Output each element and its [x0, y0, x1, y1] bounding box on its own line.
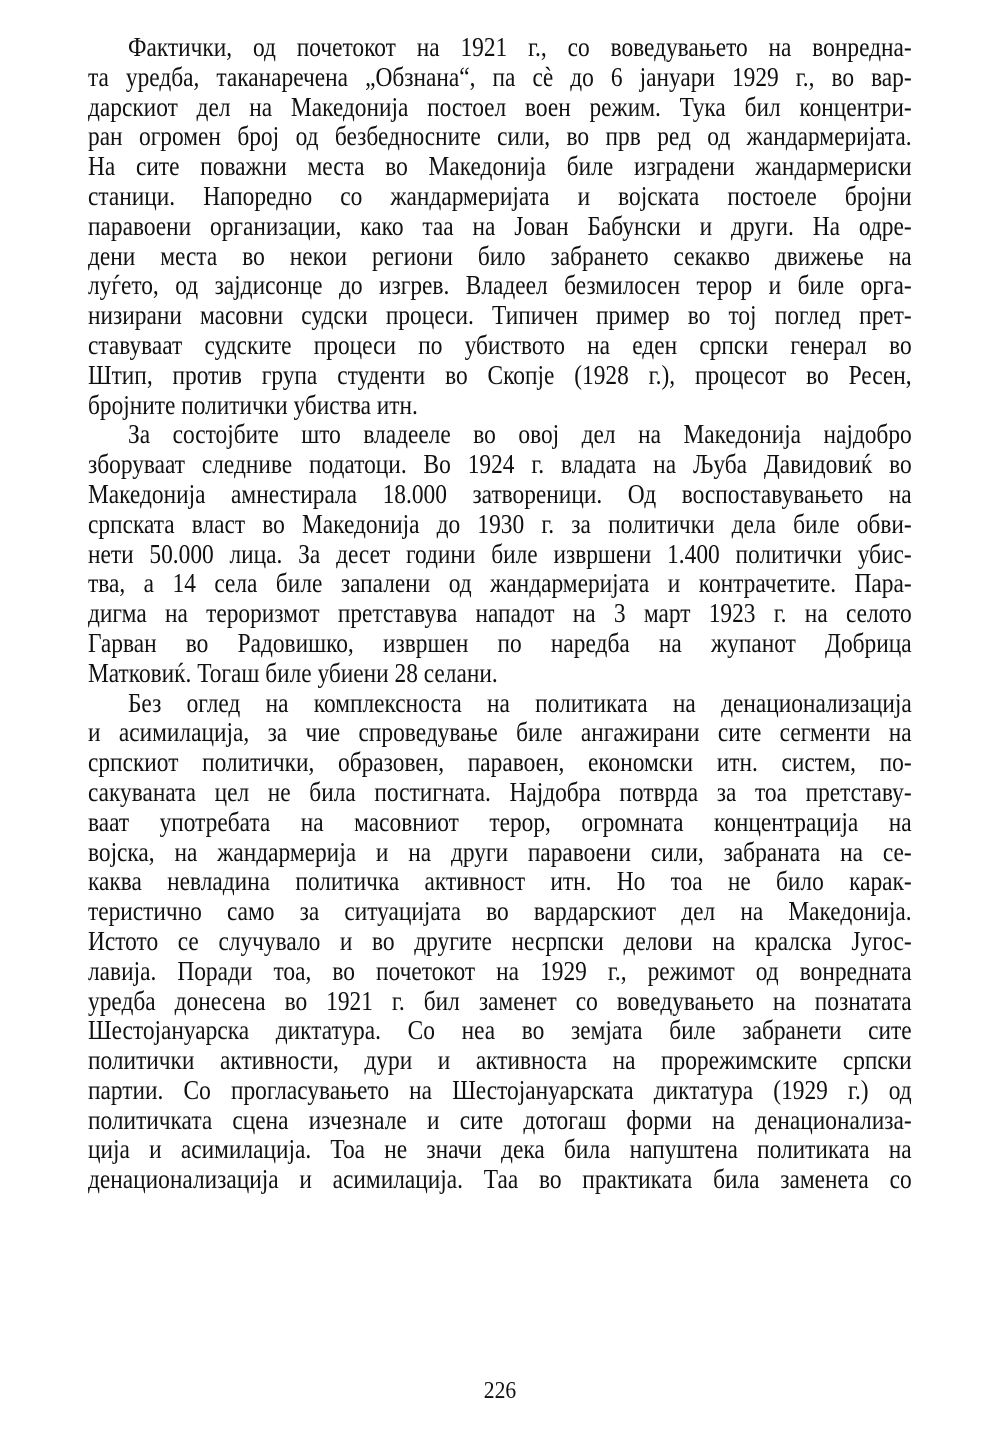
text-line-content: српската власт во Македонија до 1930 г. за политички дела биле обви-: [88, 507, 912, 539]
text-line-content: Фактички, од почетокот на 1921 г., со воведувањето на вонредна-: [128, 31, 912, 62]
text-line: [88, 509, 912, 539]
text-line-content: та уредба, таканаречена „Обзнана“, па сè до 6 јануари 1929 г., во вар-: [88, 60, 912, 92]
text-line-content: српскиот политички, образовен, паравоен, економски итн. систем, по-: [88, 746, 912, 778]
text-line: [88, 747, 912, 777]
text-line-content: ран огромен број од безбедносните сили, во прв ред од жандармеријата.: [88, 120, 912, 152]
text-line: [88, 807, 912, 837]
text-line: [88, 270, 912, 300]
text-line: [88, 121, 912, 151]
text-line: [88, 181, 912, 211]
text-line-content: Штип, против група студенти во Скопје (1928 г.), процесот во Ресен,: [88, 358, 912, 390]
text-line-content: На сите поважни места во Македонија биле изградени жандармериски: [88, 150, 912, 182]
text-line: [88, 92, 912, 122]
text-line-content: Матковиќ. Тогаш биле убиени 28 селани.: [88, 656, 498, 688]
text-line-content: уредба донесена во 1921 г. бил заменет со воведувањето на познатата: [88, 984, 912, 1016]
text-line-content: политичката сцена изчезнале и сите дотогаш форми на денационализа-: [88, 1103, 912, 1135]
text-line: [88, 1075, 912, 1105]
paragraph: [88, 688, 912, 1195]
text-line: [88, 986, 912, 1016]
text-line-content: ваат употребата на масовниот терор, огромната концентрација на: [88, 805, 912, 837]
text-line: [88, 300, 912, 330]
text-line-content: ставуваат судските процеси по убиството на еден српски генерал во: [88, 328, 912, 360]
text-line-content: Истото се случувало и во другите несрпски делови на кралска Југос-: [88, 924, 912, 956]
text-line: [88, 390, 912, 420]
text-line-content: тва, а 14 села биле запалени од жандармеријата и контрачетите. Пара-: [88, 567, 912, 599]
text-line: [88, 360, 912, 390]
text-line: [88, 1105, 912, 1135]
page-number: 226: [483, 1378, 517, 1404]
text-line: [88, 211, 912, 241]
text-line: [88, 688, 912, 718]
text-line: [88, 628, 912, 658]
text-line: [88, 419, 912, 449]
text-line: [88, 777, 912, 807]
text-line-content: Шестојануарска диктатура. Со неа во земјата биле забранети сите: [88, 1014, 912, 1046]
text-line-content: ција и асимилација. Тоа не значи дека била напуштена политиката на: [88, 1133, 912, 1165]
text-line: [88, 956, 912, 986]
text-line-content: и асимилација, за чие спроведување биле ангажирани сите сегменти на: [88, 716, 912, 748]
text-line: [88, 1015, 912, 1045]
text-line-content: луѓето, од зајдисонце до изгрев. Владеел безмилосен терор и биле орга-: [88, 269, 912, 301]
body-text: [88, 32, 912, 1194]
text-line: [88, 866, 912, 896]
paragraph: [88, 419, 912, 687]
text-line: [88, 1045, 912, 1075]
text-line-content: партии. Со прогласувањето на Шестојануарската диктатура (1929 г.) од: [88, 1073, 912, 1105]
text-line: [88, 449, 912, 479]
text-line-content: Без оглед на комплексноста на политиката на денационализација: [128, 686, 912, 718]
text-line-content: политички активности, дури и активноста на прорежимските српски: [88, 1044, 912, 1076]
text-line-content: теристично само за ситуацијата во вардарскиот дел на Македонија.: [88, 895, 912, 927]
text-line-content: дарскиот дел на Македонија постоел воен режим. Тука бил концентри-: [88, 90, 912, 122]
text-line: [88, 568, 912, 598]
text-line-content: дени места во некои региони било забрането секакво движење на: [88, 239, 912, 271]
text-line: [88, 717, 912, 747]
text-line-content: низирани масовни судски процеси. Типичен пример во тој поглед прет-: [88, 299, 912, 331]
text-line: [88, 539, 912, 569]
text-line-content: каква невладина политичка активност итн. Но тоа не било карак-: [88, 865, 912, 897]
text-line-content: лавија. Поради тоа, во почетокот на 1929 г., режимот од вонредната: [88, 954, 912, 986]
text-line-content: паравоени организации, како таа на Јован Бабунски и други. На одре-: [88, 209, 912, 241]
text-line: [88, 598, 912, 628]
text-line-content: За состојбите што владееле во овој дел на Македонија најдобро: [128, 418, 912, 450]
text-line-content: денационализација и асимилација. Таа во практиката била заменета со: [88, 1163, 912, 1195]
text-line-content: зборуваат следниве податоци. Во 1924 г. владата на Љуба Давидовиќ во: [88, 448, 912, 480]
text-line-content: војска, на жандармерија и на други паравоени сили, забраната на се-: [88, 835, 912, 867]
text-line-content: станици. Напоредно со жандармеријата и војската постоеле бројни: [88, 179, 912, 211]
text-line: [88, 330, 912, 360]
text-line: [88, 837, 912, 867]
text-line-content: нети 50.000 лица. За десет години биле извршени 1.400 политички убис-: [88, 537, 912, 569]
text-line: [88, 926, 912, 956]
text-line-content: дигма на тероризмот претставува нападот на 3 март 1923 г. на селото: [88, 597, 912, 629]
text-line-content: бројните политички убиства итн.: [88, 388, 418, 420]
text-line: [88, 151, 912, 181]
text-line: [88, 32, 912, 62]
text-line: [88, 241, 912, 271]
paragraph: [88, 32, 912, 419]
text-line-content: сакуваната цел не била постигната. Најдобра потврда за тоа претставу-: [88, 775, 912, 807]
text-line-content: Македонија амнестирала 18.000 затвореници. Од воспоставувањето на: [88, 477, 912, 509]
text-line-content: Гарван во Радовишко, извршен по наредба на жупанот Добрица: [88, 626, 912, 658]
text-line: [88, 658, 912, 688]
text-line: [88, 479, 912, 509]
text-line: [88, 896, 912, 926]
text-line: [88, 1134, 912, 1164]
text-line: [88, 62, 912, 92]
text-line: [88, 1164, 912, 1194]
